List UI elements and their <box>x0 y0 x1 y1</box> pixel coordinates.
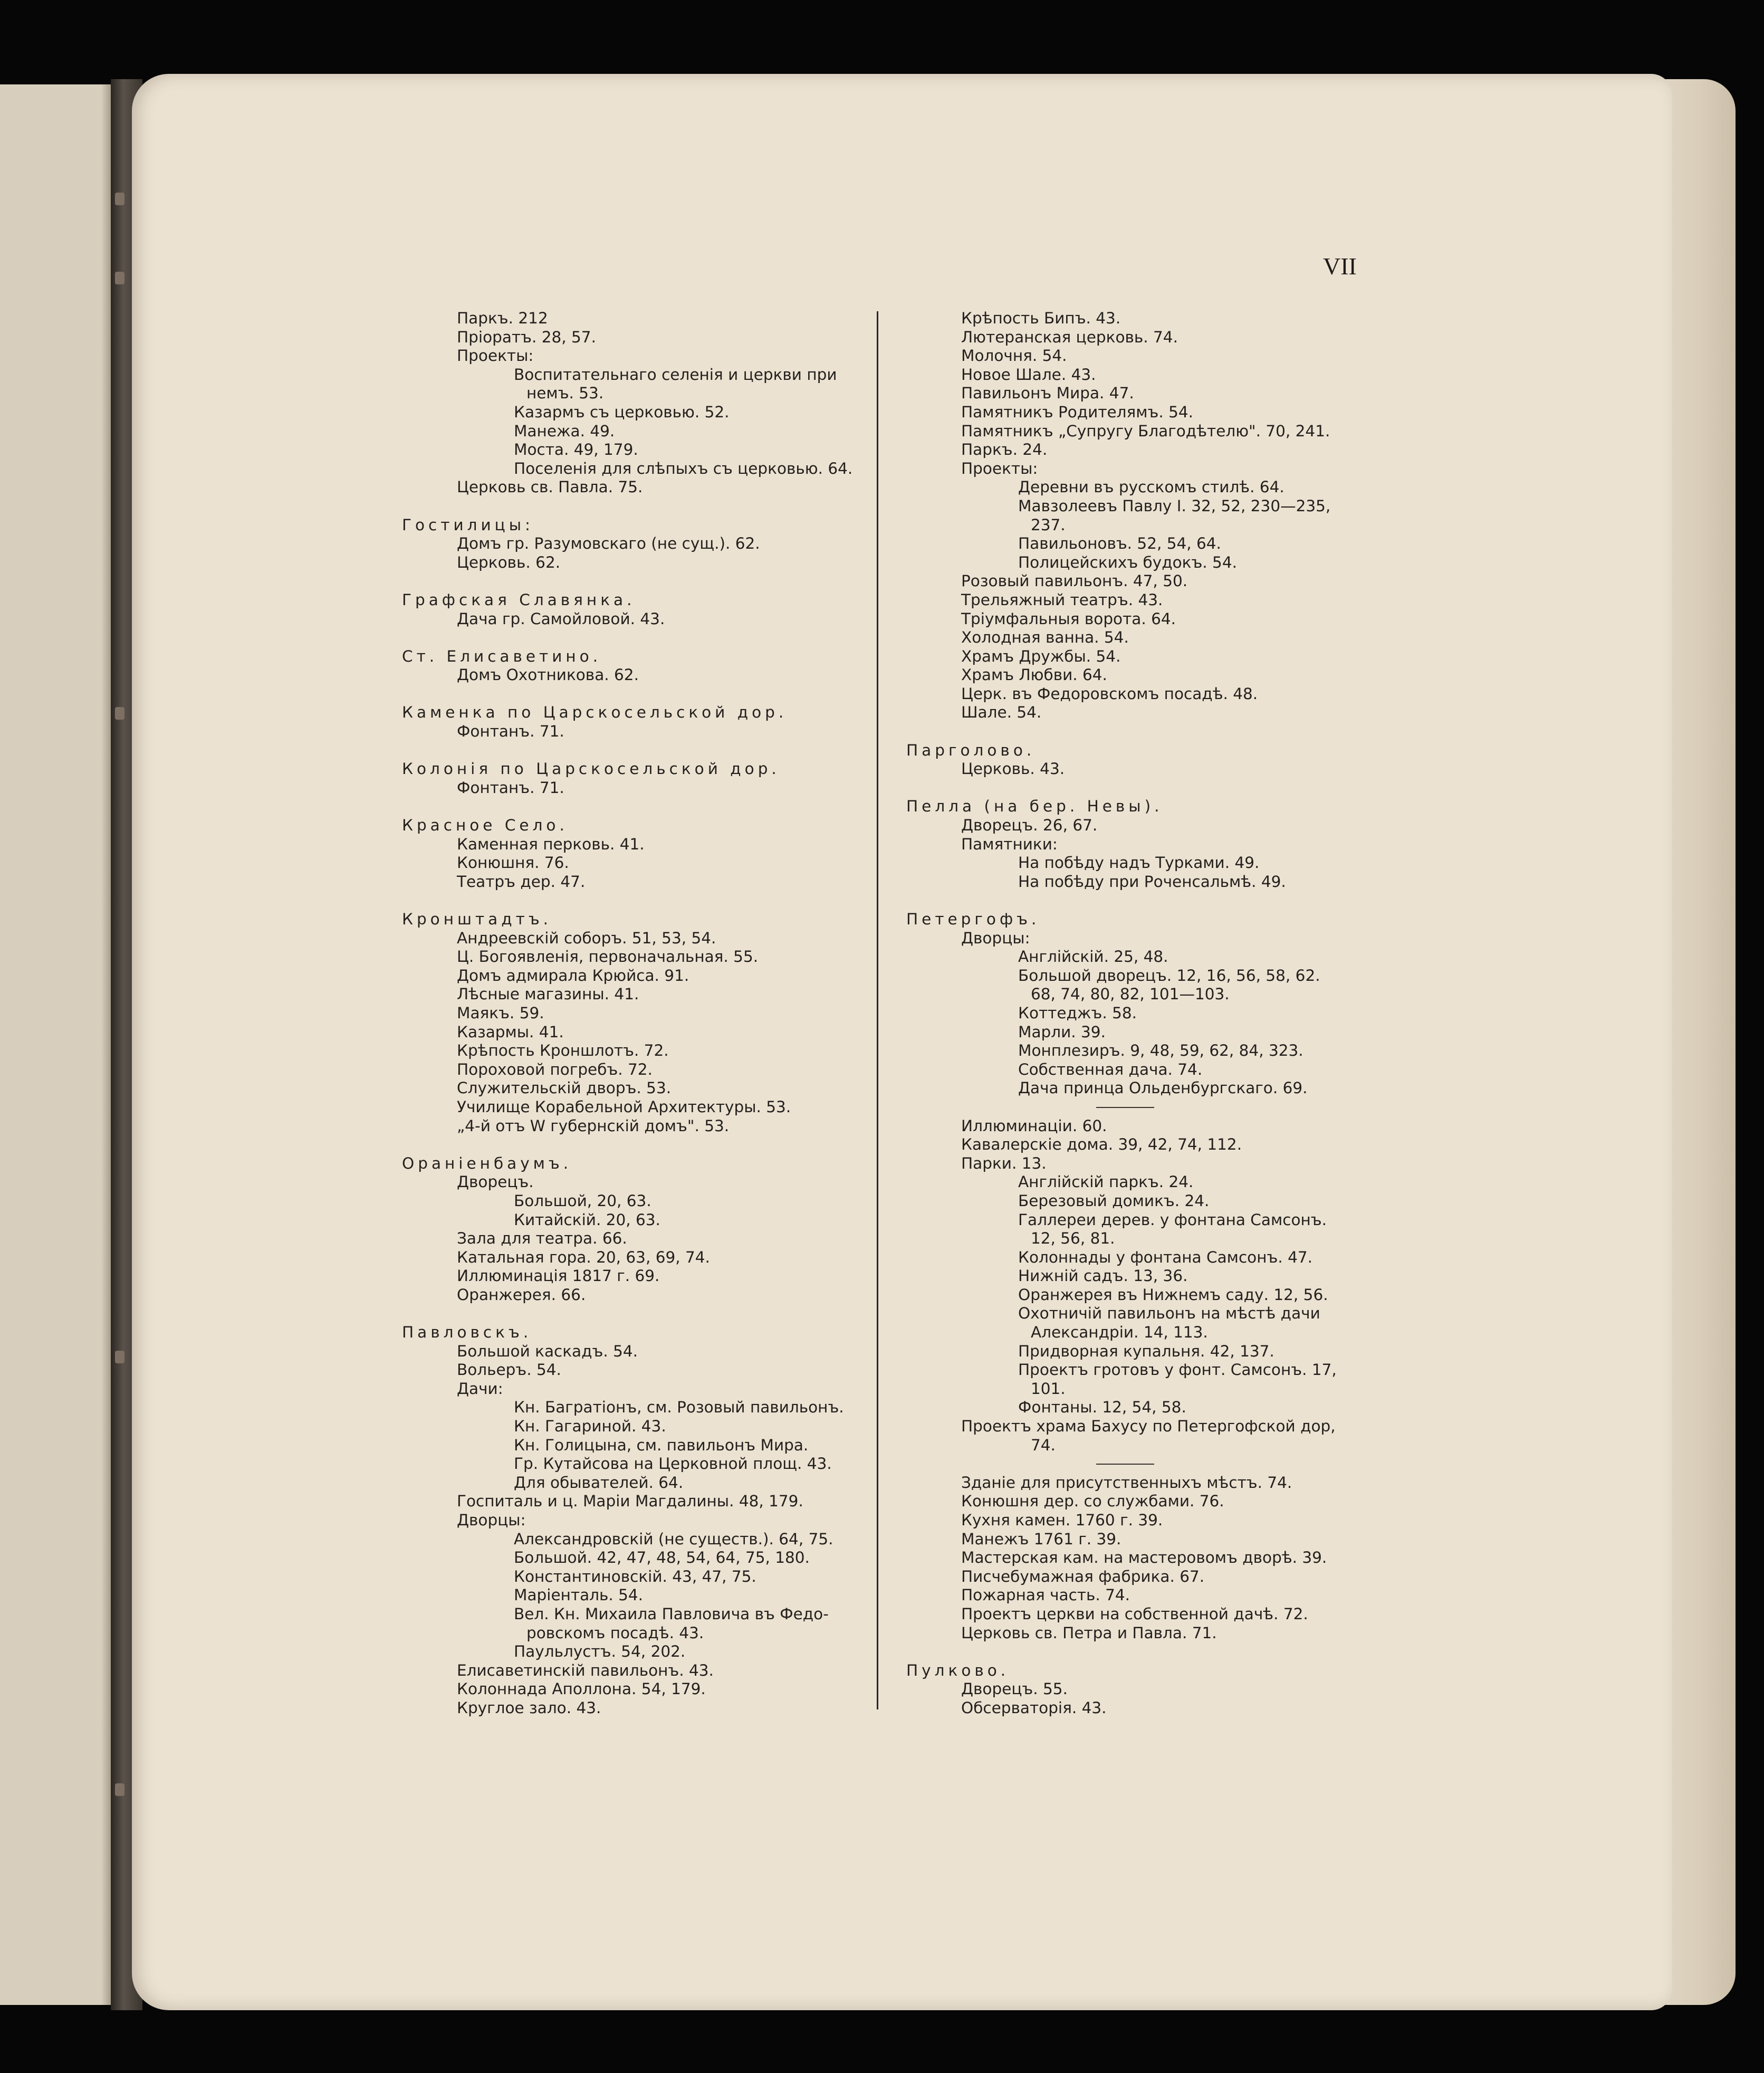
index-entry: Монплезиръ. 9, 48, 59, 62, 84, 323. <box>1018 1042 1303 1060</box>
index-entry: Проектъ гротовъ у фонт. Самсонъ. 17, <box>1018 1361 1337 1379</box>
entry-spacer <box>402 685 866 704</box>
index-entry: 68, 74, 80, 82, 101—103. <box>1031 985 1230 1004</box>
index-entry: Кн. Багратіонъ, см. Розовый павильонъ. <box>514 1398 844 1417</box>
index-entry: Павильоновъ. 52, 54, 64. <box>1018 534 1221 553</box>
index-entry: Домъ Охотникова. 62. <box>457 666 639 684</box>
index-entry: Храмъ Любви. 64. <box>961 666 1107 684</box>
index-entry: Храмъ Дружбы. 54. <box>961 647 1121 665</box>
index-entry: Дворецъ. 55. <box>961 1680 1068 1698</box>
index-entry: Проектъ храма Бахусу по Петергофской дор, <box>961 1417 1336 1436</box>
index-entry: Манежа. 49. <box>514 422 615 440</box>
index-entry: Мавзолеевъ Павлу I. 32, 52, 230—235, <box>1018 496 1331 515</box>
index-entry: Шале. 54. <box>961 703 1042 722</box>
index-entry: Павильонъ Мира. 47. <box>961 384 1134 403</box>
index-entry: Вольеръ. 54. <box>457 1361 561 1379</box>
index-entry: Розовый павильонъ. 47, 50. <box>961 572 1188 590</box>
entry-spacer <box>906 722 1370 741</box>
index-entry: Иллюминація 1817 г. 69. <box>457 1267 660 1285</box>
index-entry: Собственная дача. 74. <box>1018 1060 1203 1078</box>
entry-spacer <box>402 628 866 647</box>
index-entry: Дачи: <box>457 1379 503 1398</box>
index-entry: Вел. Кн. Михаила Павловича въ Федо- <box>514 1604 829 1623</box>
entry-spacer <box>402 497 866 516</box>
index-entry: Катальная гора. 20, 63, 69, 74. <box>457 1248 710 1266</box>
index-heading: Павловскъ. <box>402 1323 532 1342</box>
entry-spacer <box>402 891 866 910</box>
entry-spacer <box>402 741 866 760</box>
index-entry: Деревни въ русскомъ стилѣ. 64. <box>1018 478 1284 496</box>
index-entry: Конюшня дер. со службами. 76. <box>961 1492 1224 1511</box>
index-entry: Кухня камен. 1760 г. 39. <box>961 1511 1163 1529</box>
index-entry: На побѣду при Роченсальмѣ. 49. <box>1018 872 1286 891</box>
index-heading: Кронштадтъ. <box>402 910 552 928</box>
index-entry: Пороховой погребъ. 72. <box>457 1060 653 1078</box>
index-entry: Большой каскадъ. 54. <box>457 1342 638 1360</box>
index-entry: Холодная ванна. 54. <box>961 628 1129 647</box>
section-separator <box>906 1455 1370 1474</box>
index-entry: Колоннада Аполлона. 54, 179. <box>457 1680 706 1698</box>
index-entry: Кн. Гагариной. 43. <box>514 1417 666 1436</box>
index-heading: Парголово. <box>906 741 1036 759</box>
index-entry: Гр. Кутайсова на Церковной площ. 43. <box>514 1455 832 1473</box>
index-entry: Марли. 39. <box>1018 1023 1106 1041</box>
index-entry: Памятникъ Родителямъ. 54. <box>961 403 1194 421</box>
index-entry: Дворецъ. <box>457 1173 534 1191</box>
index-entry: Иллюминаціи. 60. <box>961 1116 1107 1135</box>
index-entry: Зала для театра. 66. <box>457 1229 627 1248</box>
index-entry: ровскомъ посадѣ. 43. <box>526 1623 704 1642</box>
index-entry: Александріи. 14, 113. <box>1031 1323 1208 1342</box>
index-entry: Трельяжный театръ. 43. <box>961 590 1163 609</box>
index-entry: Колоннады у фонтана Самсонъ. 47. <box>1018 1248 1313 1266</box>
index-entry: Конюшня. 76. <box>457 854 569 872</box>
index-entry: Константиновскій. 43, 47, 75. <box>514 1567 756 1585</box>
index-entry: Церк. въ Федоровскомъ посадѣ. 48. <box>961 684 1258 703</box>
index-entry: 237. <box>1031 515 1066 534</box>
index-entry: Казармы. 41. <box>457 1023 564 1041</box>
left-page-edge <box>0 84 127 2005</box>
index-entry: Домъ адмирала Крюйса. 91. <box>457 966 689 985</box>
index-entry: Каменная перковь. 41. <box>457 835 645 853</box>
index-entry: Моста. 49, 179. <box>514 441 638 459</box>
binding-stitch <box>115 193 124 205</box>
index-entry: Обсерваторія. 43. <box>961 1698 1107 1717</box>
index-entry: Писчебумажная фабрика. 67. <box>961 1567 1205 1585</box>
index-entry: Охотничій павильонъ на мѣстѣ дачи <box>1018 1304 1320 1323</box>
index-heading: Ораніенбаумъ. <box>402 1154 572 1172</box>
index-column-right <box>906 309 1370 1718</box>
entry-spacer <box>402 1304 866 1323</box>
index-entry: Большой. 42, 47, 48, 54, 64, 75, 180. <box>514 1549 810 1567</box>
index-entry: Елисаветинскій павильонъ. 43. <box>457 1661 714 1679</box>
index-entry: Проекты: <box>457 347 534 365</box>
index-entry: Ц. Богоявленія, первоначальная. 55. <box>457 948 759 966</box>
index-entry: Проекты: <box>961 459 1038 477</box>
index-entry: Лютеранская церковь. 74. <box>961 328 1178 346</box>
index-entry: Большой, 20, 63. <box>514 1191 651 1210</box>
index-entry: Оранжерея въ Нижнемъ саду. 12, 56. <box>1018 1285 1328 1304</box>
index-entry: На побѣду надъ Турками. 49. <box>1018 854 1260 872</box>
index-entry: Зданіе для присутственныхъ мѣстъ. 74. <box>961 1473 1292 1492</box>
book-page <box>132 74 1672 2010</box>
binding-stitch <box>115 1351 124 1363</box>
section-separator <box>906 1098 1370 1117</box>
entry-spacer <box>906 779 1370 798</box>
index-entry: Новое Шале. 43. <box>961 365 1096 384</box>
index-entry: Церковь св. Павла. 75. <box>457 478 643 496</box>
index-entry: Парки. 13. <box>961 1154 1047 1172</box>
index-entry: 101. <box>1031 1379 1066 1398</box>
index-entry: Андреевскій соборъ. 51, 53, 54. <box>457 929 716 947</box>
index-entry: Для обывателей. 64. <box>514 1473 684 1492</box>
index-entry: Церковь св. Петра и Павла. 71. <box>961 1623 1217 1642</box>
index-entry: Англійскій паркъ. 24. <box>1018 1173 1194 1191</box>
index-entry: Церковь. 62. <box>457 553 561 571</box>
index-entry: Дворцы: <box>457 1511 526 1529</box>
index-entry: Дворцы: <box>961 929 1030 947</box>
index-entry: Госпиталь и ц. Маріи Магдалины. 48, 179. <box>457 1492 803 1511</box>
index-entry: Англійскій. 25, 48. <box>1018 948 1168 966</box>
index-entry: Училище Корабельной Архитектуры. 53. <box>457 1097 791 1116</box>
index-entry: Манежъ 1761 г. 39. <box>961 1530 1121 1548</box>
entry-spacer <box>402 572 866 591</box>
index-entry: Дача принца Ольденбургскаго. 69. <box>1018 1079 1308 1097</box>
index-entry: Маріенталь. 54. <box>514 1586 644 1604</box>
index-heading: Ст. Елисаветино. <box>402 647 602 665</box>
binding-stitch <box>115 707 124 720</box>
index-heading: Гостилицы: <box>402 515 534 534</box>
entry-spacer <box>402 797 866 816</box>
index-entry: немъ. 53. <box>526 384 604 403</box>
index-column-left <box>402 309 866 1718</box>
index-entry: Проектъ церкви на собственной дачѣ. 72. <box>961 1604 1308 1623</box>
index-entry: Тріумфальныя ворота. 64. <box>961 609 1176 628</box>
index-entry: Фонтанъ. 71. <box>457 778 564 797</box>
index-entry: 12, 56, 81. <box>1031 1229 1115 1248</box>
index-entry: Пожарная часть. 74. <box>961 1586 1130 1604</box>
index-entry: Служительскій дворъ. 53. <box>457 1079 672 1097</box>
index-entry: Маякъ. 59. <box>457 1004 544 1022</box>
binding-stitch <box>115 1783 124 1796</box>
index-entry: Китайскій. 20, 63. <box>514 1210 660 1229</box>
index-entry: Полицейскихъ будокъ. 54. <box>1018 553 1237 571</box>
entry-spacer <box>402 1135 866 1154</box>
index-heading: Петергофъ. <box>906 910 1040 928</box>
binding-stitch <box>115 272 124 284</box>
index-entry: Паркъ. 24. <box>961 441 1048 459</box>
entry-spacer <box>906 891 1370 910</box>
index-entry: Поселенія для слѣпыхъ съ церковью. 64. <box>514 459 853 477</box>
index-heading: Графская Славянка. <box>402 590 636 609</box>
index-entry: Церковь. 43. <box>961 760 1065 778</box>
index-entry: Коттеджъ. 58. <box>1018 1004 1137 1022</box>
index-entry: Памятникъ „Супругу Благодѣтелю". 70, 241. <box>961 422 1330 440</box>
index-entry: Галлереи дерев. у фонтана Самсонъ. <box>1018 1210 1327 1229</box>
index-entry: Паульлустъ. 54, 202. <box>514 1642 686 1661</box>
index-entry: Домъ гр. Разумовскаго (не сущ.). 62. <box>457 534 760 553</box>
index-entry: Фонтаны. 12, 54, 58. <box>1018 1398 1186 1417</box>
index-heading: Пелла (на бер. Невы). <box>906 797 1163 816</box>
index-entry: Театръ дер. 47. <box>457 872 586 891</box>
index-entry: Александровскій (не существ.). 64, 75. <box>514 1530 833 1548</box>
index-entry: Крѣпость Кроншлотъ. 72. <box>457 1042 669 1060</box>
index-entry: Воспитательнаго селенія и церкви при <box>514 365 837 384</box>
index-entry: Березовый домикъ. 24. <box>1018 1191 1210 1210</box>
index-entry: 74. <box>1031 1436 1056 1454</box>
index-heading: Каменка по Царскосельской дор. <box>402 703 788 722</box>
index-entry: Дача гр. Самойловой. 43. <box>457 609 665 628</box>
index-entry: Оранжерея. 66. <box>457 1285 586 1304</box>
index-entry: Памятники: <box>961 835 1058 853</box>
index-entry: Крѣпость Бипъ. 43. <box>961 309 1121 327</box>
index-entry: Фонтанъ. 71. <box>457 722 564 741</box>
entry-spacer <box>906 1642 1370 1661</box>
index-entry: Молочня. 54. <box>961 347 1067 365</box>
index-entry: Круглое зало. 43. <box>457 1698 601 1717</box>
index-heading: Колонія по Царскосельской дор. <box>402 760 780 778</box>
column-divider <box>877 311 878 1709</box>
page-number: VII <box>1323 253 1357 280</box>
index-entry: Большой дворецъ. 12, 16, 56, 58, 62. <box>1018 966 1320 985</box>
index-entry: „4-й отъ W губернскій домъ". 53. <box>457 1116 730 1135</box>
index-entry: Казармъ съ церковью. 52. <box>514 403 730 421</box>
index-entry: Паркъ. 212 <box>457 309 548 327</box>
index-entry: Нижній садъ. 13, 36. <box>1018 1267 1188 1285</box>
index-entry: Кавалерскіе дома. 39, 42, 74, 112. <box>961 1135 1242 1154</box>
index-entry: Мастерская кам. на мастеровомъ дворѣ. 39. <box>961 1549 1327 1567</box>
index-heading: Пулково. <box>906 1661 1010 1679</box>
index-entry: Кн. Голицына, см. павильонъ Мира. <box>514 1436 809 1454</box>
index-entry: Лѣсные магазины. 41. <box>457 985 639 1004</box>
index-entry: Пріоратъ. 28, 57. <box>457 328 596 346</box>
index-entry: Дворецъ. 26, 67. <box>961 816 1098 835</box>
index-heading: Красное Село. <box>402 816 568 835</box>
index-entry: Придворная купальня. 42, 137. <box>1018 1342 1274 1360</box>
